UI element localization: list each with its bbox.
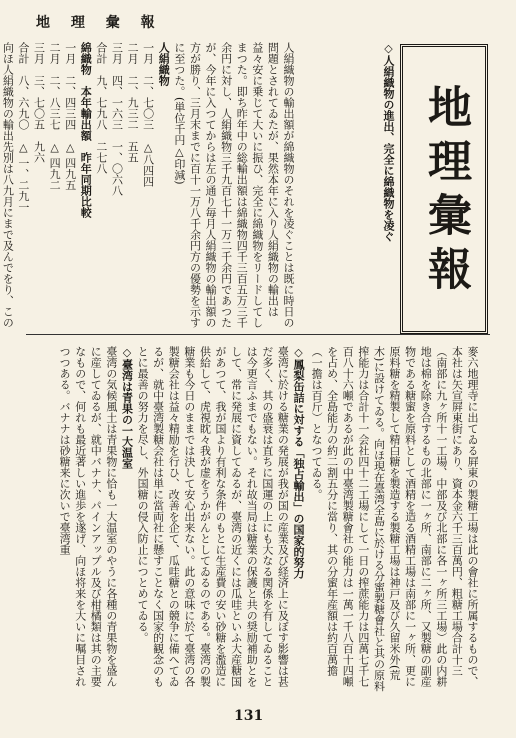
article-3-heading: ◇臺湾は青果の一大温室: [120, 346, 134, 469]
table-1-row: 一月 二、七〇三 △八四四: [141, 42, 155, 187]
running-header: 地 理 彙 報: [36, 15, 163, 31]
table-2-row: 三月 三、七〇五 九六: [32, 42, 46, 163]
article-1-body: 人絹織物の輸出額が綿織物のそれを凌ぐことは既に時日の問題とされてゐたが、果然本年に入り人絹織物の輸出は益々安に乗じて大いに振ひ、完全に綿織物をリードしてしまつた。即ち昨年中の総輸出額は綿織物四千三百五万三千余円に対し、人絹織物三千九百七十一万二千余円であつたが、今年に入つてからは左の通り毎月人絹織物の輸出額の方が勝り、三月末までに百十一万八千余円方の優勢を示すに至つた。(単位千円△印減): [172, 42, 295, 328]
table-2-caption: 綿織物 本年輸出額 昨年同期比較: [79, 42, 93, 218]
lower-left-block: [26, 346, 306, 692]
page-title: 地理彙報: [420, 84, 471, 300]
article-2-heading: ◇鳳梨缶詰に対する「独占輸出」の国家的努力: [292, 346, 305, 579]
table-2-row: 二月 二、八三七 △ 四九二: [48, 42, 62, 191]
divider: [26, 334, 490, 335]
table-1-caption: 人絹織物: [157, 42, 171, 86]
lower-right-block: [312, 346, 480, 692]
table-2-row: 合計 八、六九〇 △ 一、二九一: [16, 42, 30, 213]
table-1-row: 三月 四、一六三 一、〇六八: [110, 42, 124, 196]
article-2-body: 臺湾に於ける糖業の発展が我が国の産業及び経済上に及ぼす影響は甚だ多く、其の盛衰は直ちに国運の上にも大なる関係を有してゐることは今更言ふまでもない。それ故当局は糖業の保護と共の奨励補助とをして、常に発展に資してゐるが、臺湾の近くには瓜哇といふ大産糖国があつて、我が国より有利な条件のもとに生産費の安い砂糖を濫造に供給して、虎視眈々我が虚をうかがんとしてゐるのである。臺湾の製糖業も今日のままでは決して安心出来ない。此の意味に於て臺湾の各製糖会社は益々精励を行ひ、改善を企て、瓜哇糖との競争に備へてゐるが、就中臺湾製糖会社は単に當両社に懸すことなく国家的観念のもとに最善の努力を尽し、外国糖の侵入防止につとめてゐる。: [136, 346, 290, 687]
table-2-row: 一月 二、四三四 △ 四九五: [63, 42, 77, 191]
upper-left-block: [1, 42, 296, 334]
article-4-body: 麥六地理寺に出てゐる屛東の製糖工場は此の會社に所属するもので、本社は矢宣屛東街にあり、資本金六千三百萬円、粗糖工場合計十三（南部に九ヶ所十一工場、中部及び北部に各一ヶ所三工場）此の内耕地は棉を除き合するもの北部に一ヶ所、南部に二ヶ所、又製糖の副産物である糖蜜を原料として酒精を造る酒精工場は南部に一ヶ所、更に原料糖を精製して精白糖を製造する製糖工場は神戸及び久留米外(荒木)に設けてゐる。向ほ現在臺湾全島に於ける分蜜製糖會社と其の原料搾能力は合計十一会社四十二工場にして一日の搾蔗能力は四萬七千七百八十六噸であるが此の中臺湾製糖會社の能力は一萬一千八百十四噸を占め、全島能力の約二割五分に當り、其の分蜜年産額は約百萬擔（一擔は百斤）となつてゐる。: [310, 346, 479, 692]
table-1-row: 合計 九、七九八 二七八: [94, 42, 108, 174]
table-1-row: 二月 二、九三二 五五: [126, 42, 140, 163]
title-box: [400, 44, 488, 334]
page-number: 131: [234, 708, 264, 724]
article-3-body: 臺湾の気候風土は青果物に恰も一大温室のやうに各種の青果物を盛んに産してゐるが、就中バナナ、パインアップル及び柑橘類は其の主要なもので、何れも最近著しい進歩を遂げ、向ほ将来を大いに嘱目されつつある。バナナは砂糖来に次いで臺湾重: [58, 346, 118, 687]
article-1-heading: ◇人絹織物の進出、完全に綿織物を凌ぐ: [382, 42, 395, 242]
article-1-tail: 向ほ人絹織物の輸出先別は八九月にまで及んでをり、この: [1, 42, 15, 328]
